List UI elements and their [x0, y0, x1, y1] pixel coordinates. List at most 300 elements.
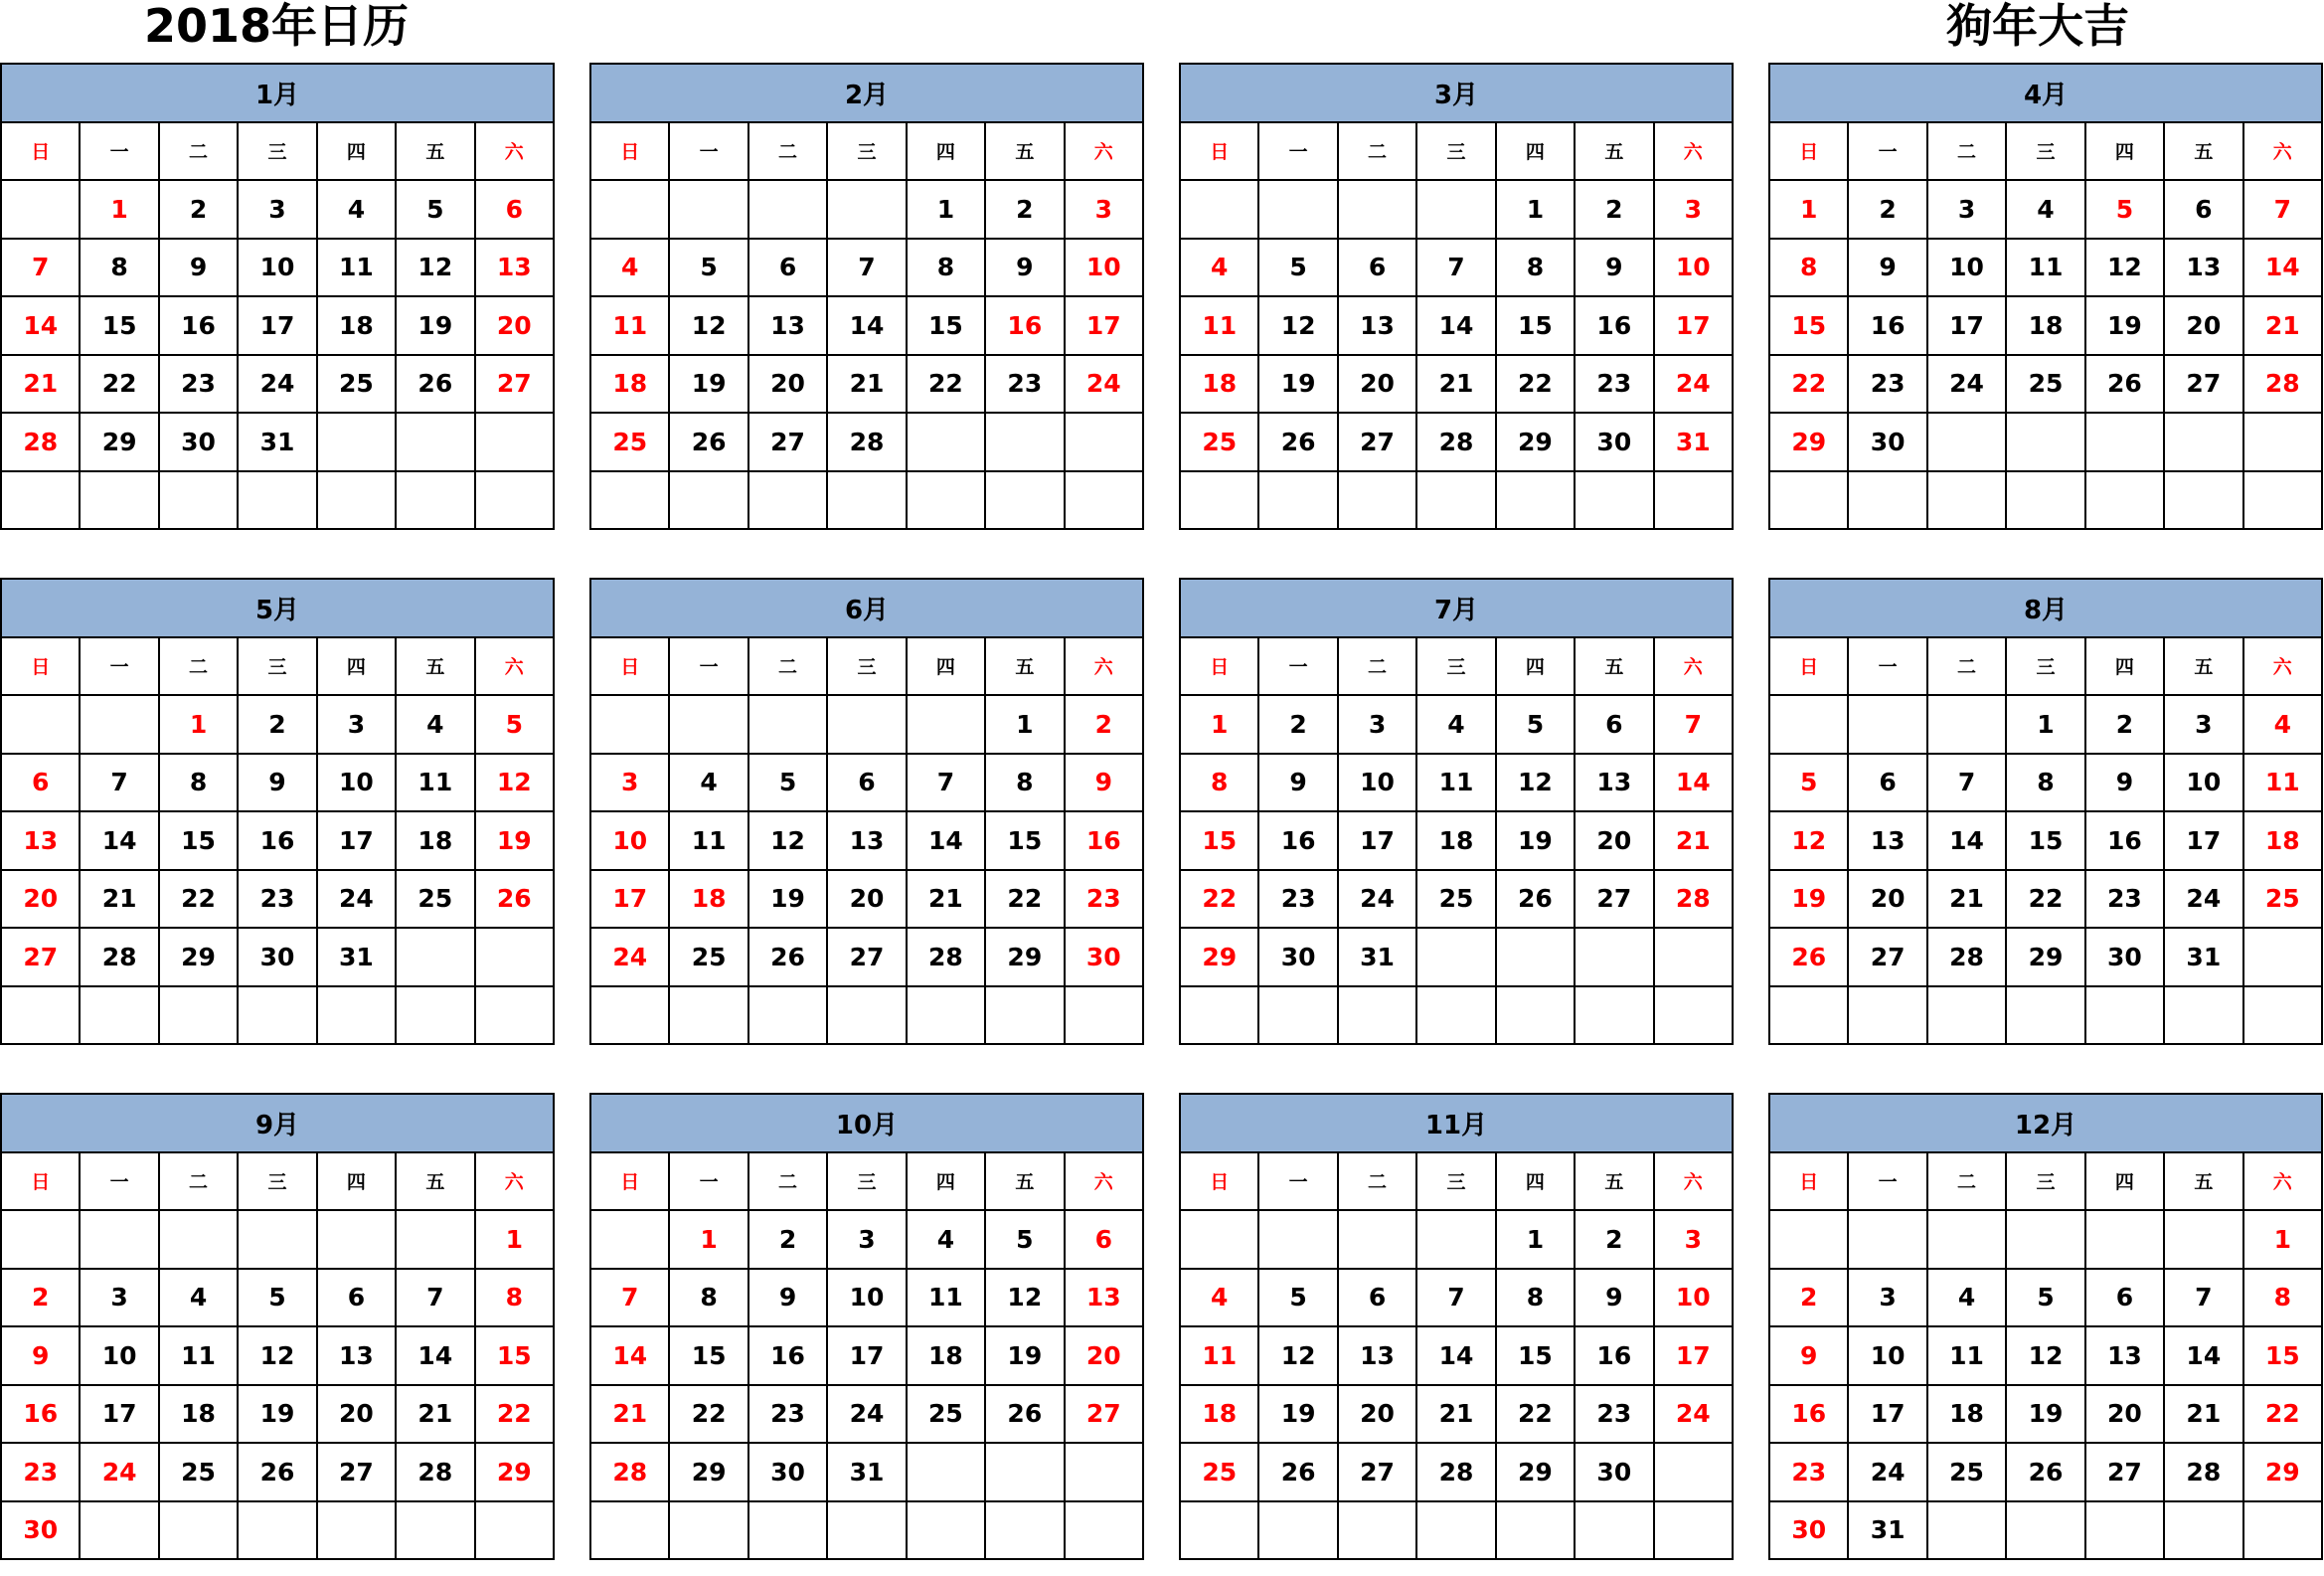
day-cell: 2	[1575, 1210, 1653, 1269]
day-cell: 21	[2243, 296, 2322, 355]
month-header-row	[1769, 579, 2322, 637]
weekday-label: 六	[1654, 1152, 1733, 1211]
weekday-label: 三	[238, 122, 316, 181]
weekday-label: 五	[985, 637, 1064, 696]
day-cell: 2	[1, 1269, 80, 1327]
week-row	[590, 811, 1143, 870]
week-row	[1, 296, 554, 355]
weekday-label: 五	[985, 122, 1064, 181]
day-cell: 26	[475, 870, 554, 929]
weekday-label: 一	[669, 637, 747, 696]
day-cell: 16	[1575, 1326, 1653, 1385]
day-cell: 30	[238, 928, 316, 986]
day-cell: 26	[1258, 1443, 1337, 1501]
day-cell: 4	[669, 754, 747, 812]
day-cell: 27	[827, 928, 906, 986]
weekday-label: 一	[80, 637, 158, 696]
month-table	[1179, 63, 1734, 530]
day-cell: 31	[317, 928, 396, 986]
day-cell: 8	[985, 754, 1064, 812]
day-cell: 25	[2006, 355, 2084, 414]
day-cell: 31	[1338, 928, 1416, 986]
week-row	[1769, 180, 2322, 239]
day-cell: 13	[1338, 296, 1416, 355]
week-row	[1180, 1443, 1733, 1501]
weekday-label: 三	[238, 1152, 316, 1211]
day-cell: 15	[985, 811, 1064, 870]
week-row	[1, 1326, 554, 1385]
empty-cell	[1848, 1210, 1926, 1269]
day-cell: 20	[2085, 1385, 2164, 1444]
empty-cell	[1927, 471, 2006, 530]
week-row	[590, 1501, 1143, 1560]
day-cell: 2	[1848, 180, 1926, 239]
week-row	[1180, 239, 1733, 297]
day-cell: 26	[985, 1385, 1064, 1444]
day-cell: 15	[907, 296, 985, 355]
week-row	[1769, 811, 2322, 870]
day-cell: 3	[1065, 180, 1143, 239]
month-header-row	[1, 64, 554, 122]
day-cell: 8	[1496, 1269, 1575, 1327]
day-cell: 2	[985, 180, 1064, 239]
empty-cell	[159, 471, 238, 530]
empty-cell	[985, 1501, 1064, 1560]
day-cell: 3	[2164, 695, 2242, 754]
day-cell: 21	[396, 1385, 474, 1444]
weekday-label: 日	[1180, 122, 1258, 181]
empty-cell	[985, 986, 1064, 1045]
day-cell: 11	[396, 754, 474, 812]
week-row	[1, 1385, 554, 1444]
empty-cell	[2243, 986, 2322, 1045]
month-table	[589, 578, 1144, 1045]
empty-cell	[80, 471, 158, 530]
day-cell: 16	[985, 296, 1064, 355]
day-cell: 23	[985, 355, 1064, 414]
day-cell: 19	[2006, 1385, 2084, 1444]
weekday-label: 日	[1, 637, 80, 696]
day-cell: 19	[396, 296, 474, 355]
empty-cell	[80, 1501, 158, 1560]
weekday-label: 五	[2164, 1152, 2242, 1211]
weekday-label: 一	[1848, 122, 1926, 181]
day-cell: 27	[1065, 1385, 1143, 1444]
day-cell: 21	[1416, 1385, 1495, 1444]
day-cell: 17	[1848, 1385, 1926, 1444]
empty-cell	[1338, 180, 1416, 239]
weekday-label: 日	[1, 122, 80, 181]
day-cell: 27	[1338, 413, 1416, 471]
day-cell: 9	[1769, 1326, 1848, 1385]
day-cell: 13	[1338, 1326, 1416, 1385]
day-cell: 15	[1769, 296, 1848, 355]
week-row	[590, 180, 1143, 239]
empty-cell	[396, 928, 474, 986]
empty-cell	[1927, 413, 2006, 471]
day-cell: 24	[1848, 1443, 1926, 1501]
week-row	[1769, 413, 2322, 471]
day-cell: 16	[1, 1385, 80, 1444]
empty-cell	[2006, 1210, 2084, 1269]
empty-cell	[1654, 1501, 1733, 1560]
day-cell: 31	[1654, 413, 1733, 471]
month-table	[1179, 578, 1734, 1045]
month-calendar	[1179, 63, 1734, 530]
day-cell: 30	[1769, 1501, 1848, 1560]
day-cell: 9	[1, 1326, 80, 1385]
day-cell: 3	[80, 1269, 158, 1327]
day-cell: 4	[907, 1210, 985, 1269]
day-cell: 25	[396, 870, 474, 929]
empty-cell	[590, 180, 669, 239]
day-cell: 16	[2085, 811, 2164, 870]
day-cell: 30	[1848, 413, 1926, 471]
week-row	[1769, 1385, 2322, 1444]
day-cell: 4	[2243, 695, 2322, 754]
day-cell: 7	[396, 1269, 474, 1327]
day-cell: 6	[748, 239, 827, 297]
day-cell: 22	[1496, 355, 1575, 414]
empty-cell	[827, 1501, 906, 1560]
weekday-label: 六	[475, 1152, 554, 1211]
day-cell: 1	[475, 1210, 554, 1269]
weekday-label: 五	[396, 1152, 474, 1211]
empty-cell	[1927, 986, 2006, 1045]
day-cell: 6	[1, 754, 80, 812]
day-cell: 1	[1180, 695, 1258, 754]
empty-cell	[2243, 1501, 2322, 1560]
empty-cell	[2006, 413, 2084, 471]
empty-cell	[2085, 1210, 2164, 1269]
weekday-label: 六	[2243, 637, 2322, 696]
empty-cell	[1575, 928, 1653, 986]
day-cell: 8	[907, 239, 985, 297]
day-cell: 10	[238, 239, 316, 297]
day-cell: 23	[1, 1443, 80, 1501]
weekday-label: 二	[1927, 122, 2006, 181]
week-row	[590, 1443, 1143, 1501]
month-calendar	[1179, 1093, 1734, 1560]
weekday-row	[590, 637, 1143, 696]
weekday-label: 四	[317, 1152, 396, 1211]
day-cell: 17	[1654, 1326, 1733, 1385]
day-cell: 21	[2164, 1385, 2242, 1444]
week-row	[1180, 695, 1733, 754]
day-cell: 22	[80, 355, 158, 414]
day-cell: 18	[590, 355, 669, 414]
weekday-row	[1, 1152, 554, 1211]
week-row	[1, 1501, 554, 1560]
day-cell: 27	[475, 355, 554, 414]
week-row	[1, 986, 554, 1045]
weekday-label: 六	[475, 637, 554, 696]
empty-cell	[1496, 928, 1575, 986]
day-cell: 20	[1338, 355, 1416, 414]
day-cell: 8	[2006, 754, 2084, 812]
week-row	[1180, 870, 1733, 929]
day-cell: 12	[2085, 239, 2164, 297]
empty-cell	[1769, 986, 1848, 1045]
week-row	[590, 471, 1143, 530]
empty-cell	[2243, 413, 2322, 471]
week-row	[1180, 928, 1733, 986]
week-row	[1180, 1269, 1733, 1327]
weekday-label: 三	[827, 122, 906, 181]
day-cell: 12	[1258, 296, 1337, 355]
day-cell: 22	[1180, 870, 1258, 929]
day-cell: 12	[238, 1326, 316, 1385]
weekday-label: 二	[1927, 1152, 2006, 1211]
day-cell: 10	[1927, 239, 2006, 297]
day-cell: 28	[590, 1443, 669, 1501]
empty-cell	[396, 1210, 474, 1269]
empty-cell	[159, 1501, 238, 1560]
empty-cell	[238, 986, 316, 1045]
day-cell: 1	[1496, 1210, 1575, 1269]
weekday-label: 六	[2243, 122, 2322, 181]
day-cell: 28	[80, 928, 158, 986]
day-cell: 23	[1848, 355, 1926, 414]
weekday-label: 一	[80, 122, 158, 181]
day-cell: 10	[1654, 1269, 1733, 1327]
weekday-label: 四	[2085, 122, 2164, 181]
day-cell: 12	[475, 754, 554, 812]
day-cell: 18	[2243, 811, 2322, 870]
day-cell: 16	[1258, 811, 1337, 870]
weekday-label: 六	[1654, 637, 1733, 696]
empty-cell	[748, 695, 827, 754]
weekday-row	[590, 122, 1143, 181]
weekday-label: 二	[1338, 1152, 1416, 1211]
day-cell: 7	[590, 1269, 669, 1327]
empty-cell	[1416, 180, 1495, 239]
empty-cell	[1769, 695, 1848, 754]
empty-cell	[2085, 986, 2164, 1045]
month-table	[0, 63, 555, 530]
day-cell: 4	[2006, 180, 2084, 239]
day-cell: 28	[2164, 1443, 2242, 1501]
empty-cell	[1575, 1501, 1653, 1560]
empty-cell	[1180, 180, 1258, 239]
day-cell: 3	[827, 1210, 906, 1269]
day-cell: 7	[2243, 180, 2322, 239]
empty-cell	[396, 1501, 474, 1560]
day-cell: 16	[1769, 1385, 1848, 1444]
day-cell: 13	[827, 811, 906, 870]
day-cell: 4	[1927, 1269, 2006, 1327]
day-cell: 28	[2243, 355, 2322, 414]
empty-cell	[396, 471, 474, 530]
day-cell: 19	[669, 355, 747, 414]
empty-cell	[748, 180, 827, 239]
weekday-label: 四	[317, 122, 396, 181]
day-cell: 25	[590, 413, 669, 471]
day-cell: 27	[1338, 1443, 1416, 1501]
week-row	[1769, 471, 2322, 530]
weekday-label: 三	[827, 637, 906, 696]
weekday-label: 四	[907, 637, 985, 696]
empty-cell	[1496, 471, 1575, 530]
day-cell: 18	[317, 296, 396, 355]
day-cell: 11	[669, 811, 747, 870]
empty-cell	[238, 471, 316, 530]
empty-cell	[1654, 986, 1733, 1045]
week-row	[590, 870, 1143, 929]
empty-cell	[2243, 471, 2322, 530]
empty-cell	[475, 986, 554, 1045]
weekday-row	[1769, 637, 2322, 696]
day-cell: 17	[590, 870, 669, 929]
day-cell: 30	[1258, 928, 1337, 986]
empty-cell	[317, 1501, 396, 1560]
day-cell: 11	[1180, 296, 1258, 355]
day-cell: 20	[827, 870, 906, 929]
day-cell: 6	[1575, 695, 1653, 754]
empty-cell	[1416, 471, 1495, 530]
weekday-label: 一	[669, 122, 747, 181]
weekday-label: 五	[396, 637, 474, 696]
month-calendar	[589, 1093, 1144, 1560]
day-cell: 26	[1258, 413, 1337, 471]
day-cell: 25	[1180, 413, 1258, 471]
day-cell: 4	[590, 239, 669, 297]
empty-cell	[1, 1210, 80, 1269]
week-row	[590, 754, 1143, 812]
day-cell: 6	[317, 1269, 396, 1327]
day-cell: 24	[827, 1385, 906, 1444]
empty-cell	[80, 1210, 158, 1269]
day-cell: 14	[1927, 811, 2006, 870]
weekday-label: 五	[2164, 122, 2242, 181]
week-row	[1180, 471, 1733, 530]
day-cell: 17	[1338, 811, 1416, 870]
day-cell: 13	[748, 296, 827, 355]
day-cell: 29	[1496, 413, 1575, 471]
week-row	[1, 413, 554, 471]
weekday-label: 四	[1496, 122, 1575, 181]
weekday-label: 日	[1769, 122, 1848, 181]
week-row	[1, 355, 554, 414]
month-header-row	[1180, 579, 1733, 637]
week-row	[1, 870, 554, 929]
day-cell: 20	[317, 1385, 396, 1444]
day-cell: 7	[1416, 239, 1495, 297]
day-cell: 3	[590, 754, 669, 812]
page-title: 2018年日历	[144, 0, 410, 53]
day-cell: 22	[1769, 355, 1848, 414]
empty-cell	[827, 695, 906, 754]
day-cell: 23	[1575, 1385, 1653, 1444]
empty-cell	[80, 695, 158, 754]
empty-cell	[2164, 986, 2242, 1045]
day-cell: 30	[1575, 413, 1653, 471]
weekday-label: 三	[1416, 637, 1495, 696]
day-cell: 17	[1927, 296, 2006, 355]
day-cell: 14	[907, 811, 985, 870]
week-row	[1769, 695, 2322, 754]
week-row	[1180, 413, 1733, 471]
day-cell: 25	[2243, 870, 2322, 929]
month-title: 12月	[1769, 1094, 2322, 1152]
month-calendar	[589, 578, 1144, 1045]
empty-cell	[1065, 1443, 1143, 1501]
week-row	[1769, 1501, 2322, 1560]
day-cell: 25	[1180, 1443, 1258, 1501]
day-cell: 9	[1575, 239, 1653, 297]
day-cell: 4	[1416, 695, 1495, 754]
day-cell: 25	[159, 1443, 238, 1501]
week-row	[1, 695, 554, 754]
day-cell: 23	[1575, 355, 1653, 414]
day-cell: 24	[80, 1443, 158, 1501]
day-cell: 5	[1769, 754, 1848, 812]
day-cell: 8	[1496, 239, 1575, 297]
week-row	[1769, 239, 2322, 297]
day-cell: 7	[1927, 754, 2006, 812]
day-cell: 27	[1, 928, 80, 986]
day-cell: 28	[1, 413, 80, 471]
empty-cell	[590, 986, 669, 1045]
empty-cell	[907, 986, 985, 1045]
day-cell: 15	[80, 296, 158, 355]
day-cell: 16	[1575, 296, 1653, 355]
empty-cell	[2164, 471, 2242, 530]
day-cell: 30	[748, 1443, 827, 1501]
day-cell: 14	[2243, 239, 2322, 297]
week-row	[1180, 1210, 1733, 1269]
empty-cell	[907, 471, 985, 530]
weekday-label: 日	[1, 1152, 80, 1211]
weekday-label: 六	[1065, 1152, 1143, 1211]
week-row	[1180, 1385, 1733, 1444]
day-cell: 20	[1, 870, 80, 929]
day-cell: 28	[1416, 1443, 1495, 1501]
day-cell: 5	[396, 180, 474, 239]
empty-cell	[1927, 695, 2006, 754]
week-row	[1769, 1210, 2322, 1269]
day-cell: 7	[827, 239, 906, 297]
day-cell: 6	[1338, 1269, 1416, 1327]
day-cell: 6	[1065, 1210, 1143, 1269]
day-cell: 2	[2085, 695, 2164, 754]
day-cell: 4	[1180, 239, 1258, 297]
day-cell: 8	[1769, 239, 1848, 297]
day-cell: 11	[1416, 754, 1495, 812]
empty-cell	[1654, 1443, 1733, 1501]
day-cell: 11	[317, 239, 396, 297]
day-cell: 23	[2085, 870, 2164, 929]
day-cell: 2	[1258, 695, 1337, 754]
day-cell: 19	[475, 811, 554, 870]
day-cell: 22	[907, 355, 985, 414]
day-cell: 2	[238, 695, 316, 754]
empty-cell	[1180, 986, 1258, 1045]
month-title: 8月	[1769, 579, 2322, 637]
day-cell: 3	[238, 180, 316, 239]
week-row	[590, 296, 1143, 355]
empty-cell	[985, 1443, 1064, 1501]
empty-cell	[827, 180, 906, 239]
empty-cell	[1927, 1501, 2006, 1560]
day-cell: 1	[1769, 180, 1848, 239]
month-header-row	[590, 579, 1143, 637]
empty-cell	[317, 413, 396, 471]
weekday-row	[1180, 637, 1733, 696]
weekday-row	[1769, 1152, 2322, 1211]
empty-cell	[317, 471, 396, 530]
month-calendar	[0, 63, 555, 530]
